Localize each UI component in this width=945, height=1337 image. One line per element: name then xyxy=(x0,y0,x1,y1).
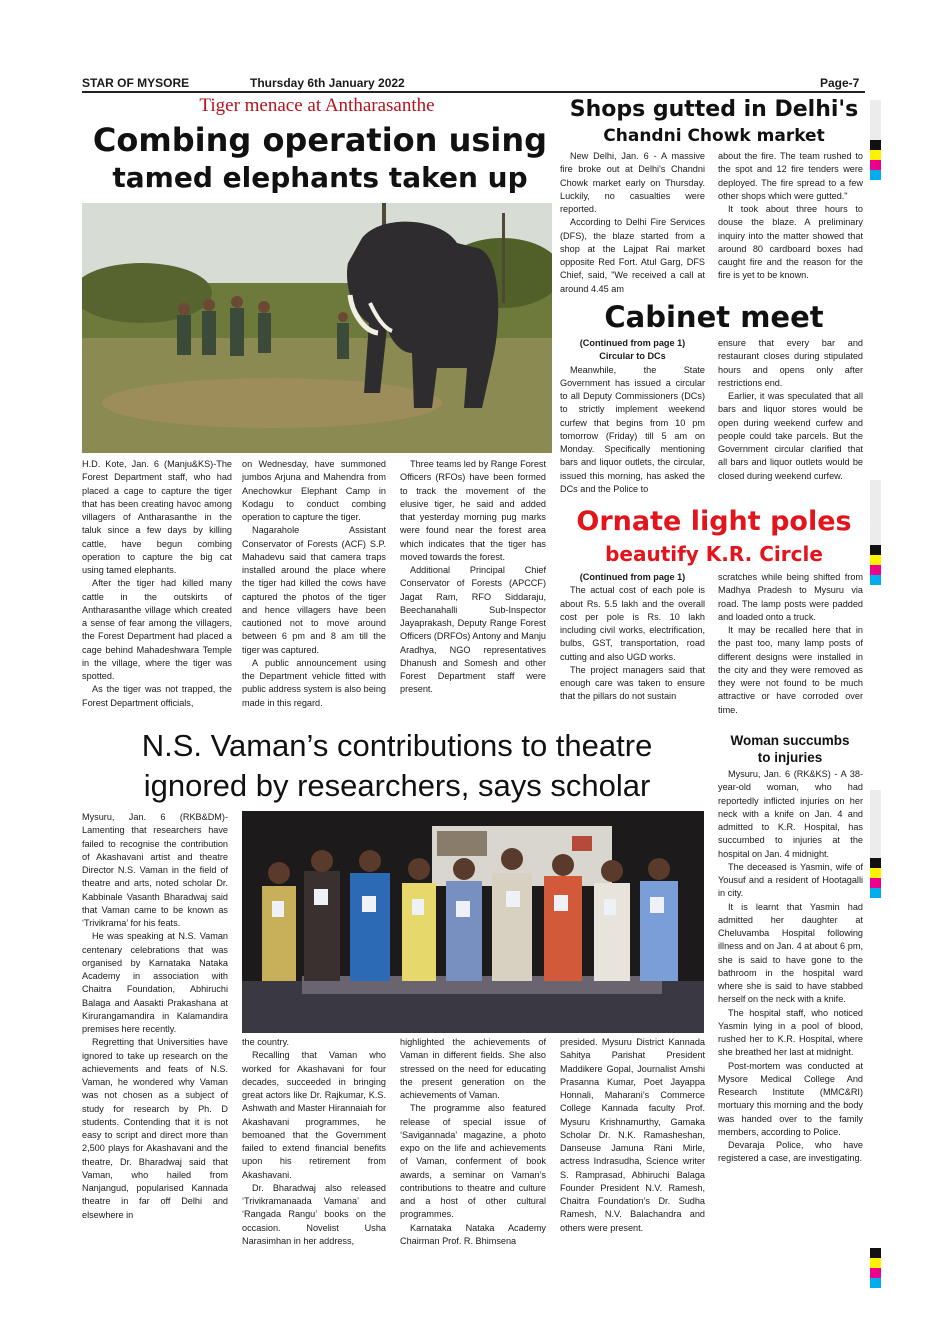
margin-bar xyxy=(870,480,881,545)
paragraph: The actual cost of each pole is about Rs. 5.5 lakh and the overall cost per pole is Rs. 10 lakh including civil works, electrification, bulbs, GST, transportation, road cutting and also UGD works. xyxy=(560,585,705,662)
ornate-column-2 xyxy=(718,571,863,729)
paragraph: It is learnt that Yasmin had admitted her daughter at Cheluvamba Hospital following illness and on Jan. 4 at about 6 pm, she is said to have gone to the bathroom in the hospital ward where she is said to have stabbed herself on the neck with a knife. xyxy=(718,901,863,1005)
paragraph: New Delhi, Jan. 6 - A massive fire broke out at Delhi's Chandni Chowk market early on Thursday. Luckily, no casualties were reported. xyxy=(560,151,705,214)
vaman-headline-line1: N.S. Vaman’s contributions to theatre xyxy=(141,728,653,763)
paragraph: on Wednesday, have summoned jumbos Arjuna and Mahendra from Anechowkur Elephant Camp in Kodagu to conduct combing operation to capture the tiger. xyxy=(242,459,386,522)
paragraph: Karnataka Nataka Academy Chairman Prof. R. Bhimsena xyxy=(400,1222,546,1246)
color-swatches xyxy=(870,545,881,585)
paragraph: Post-mortem was conducted at Mysore Medical College And Research Institute (MMC&RI) mortuary this morning and the body was handed over to the family members, according to Police. xyxy=(718,1060,863,1137)
paragraph: the country. xyxy=(242,1037,290,1047)
vaman-headline-line2: ignored by researchers, says scholar xyxy=(143,768,651,803)
paragraph: Additional Principal Chief Conservator of Forests (APCCF) Jagat Ram, RFO Siddaraju, Beechanahalli Sub-Inspector Jayaprakash, Deputy Range Forest Officers (DRFOs) Antony and Manju Aradhya, NGO representatives Dhanush and Somesh and other Forest Department staff were present. xyxy=(400,565,546,695)
paragraph: Devaraja Police, who have registered a case, are investigating. xyxy=(718,1140,863,1164)
tiger-column-3 xyxy=(400,458,546,730)
delhi-column-1 xyxy=(560,150,705,305)
color-swatches xyxy=(870,858,881,898)
color-swatches xyxy=(870,140,881,180)
cabinet-column-2 xyxy=(718,337,863,505)
vaman-event-photo-illustration xyxy=(242,811,704,1033)
paragraph: Mysuru, Jan. 6 (RKB&DM)-Lamenting that researchers have failed to recognise the contribution of Akashavani artist and theatre Director N.S. Vaman in the field of theatre and arts, noted scholar Dr. Kabbinale Vasanth Bharadwaj said that Vaman came to be known as ‘Trivikrama’ for his feats. xyxy=(82,812,228,928)
woman-headline-line2: to injuries xyxy=(757,750,823,765)
delhi-column-2 xyxy=(718,150,863,305)
paragraph: The programme also featured release of special issue of ‘Savigannada’ magazine, a photo expo on the life and achievements of Vaman, conferment of book awards, a seminar on Vaman’s contributions to theatre and culture and a host of other cultural programmes. xyxy=(400,1103,546,1220)
vaman-column-2 xyxy=(242,1036,386,1276)
paragraph: Earlier, it was speculated that all bars and liquor stores would be open during weekend curfew and people could take parcels. But the Government circular clarified that all bars and liquor outlets would be closed during weekend curfew. xyxy=(718,391,863,481)
paragraph: Regretting that Universities have ignored to take up research on the achievements and feats of N.S. Vaman, he wondered why Vaman was not chosen as a subject of study for research by Ph. D students. Contending that it is not easy to script and direct more than 2,500 plays for Akashavani and the theatre, Dr. Bharadwaj said that Vaman, who hailed from Nanjangud, popularised Kannada theatre in far off Delhi and elsewhere in xyxy=(82,1037,228,1220)
page-number: Page-7 xyxy=(820,76,860,90)
paragraph: As the tiger was not trapped, the Forest Department officials, xyxy=(82,684,232,708)
paragraph: Recalling that Vaman who worked for Akashavani for four decades, succeeded in bringing great actors like Dr. Rajkumar, K.S. Ashwath and Master Hirannaiah for Akashavani programmes, he bemoaned that the Government failed to extend financial benefits upon his retirement from Akashavani. xyxy=(242,1050,386,1180)
tiger-headline-line1: Combing operation using xyxy=(92,121,548,159)
cabinet-column-1 xyxy=(560,337,705,505)
vaman-column-3 xyxy=(400,1036,546,1276)
paper-name: STAR OF MYSORE xyxy=(82,76,190,90)
tiger-column-1 xyxy=(82,458,232,730)
delhi-headline-line2: Chandni Chowk market xyxy=(603,126,825,146)
tiger-column-2 xyxy=(242,458,386,730)
paragraph: Dr. Bharadwaj also released ‘Trivikramanaada Vamana’ and ‘Rangada Rangu’ books on the occasion. Novelist Usha Narasimhan in her address, xyxy=(242,1182,386,1246)
paragraph: A public announcement using the Department vehicle fitted with public address system is also being made in this regard. xyxy=(242,657,386,708)
paragraph: It may be recalled here that in the past too, many lamp posts of different designs were installed in the city and they were removed as they were not found to be much attractive or have corroded over time. xyxy=(718,625,863,715)
continued-note: (Continued from page 1) xyxy=(579,338,686,348)
paragraph: scratches while being shifted from Madhya Pradesh to Mysuru via road. The lamp posts were padded and loaded onto a truck. xyxy=(718,572,863,622)
paragraph: Meanwhile, the State Government has issued a circular to all Deputy Commissioners (DCs) to strictly implement weekend curfew that begins from 10 pm tomorrow (Friday) till 5 am on Monday. Specifically mentioning bars and liquor outlets, the circular, issued this morning, has asked the DCs and the Police to xyxy=(560,364,705,494)
tiger-kicker: Tiger menace at Antharasanthe xyxy=(199,95,435,116)
paragraph: H.D. Kote, Jan. 6 (Manju&KS)-The Forest Department staff, who had placed a cage to capture the tiger that has been creating havoc among villagers of Antharasanthe in the taluk since a few days by killing cattle, have begun combing operation to capture the big cat using tamed elephants. xyxy=(82,459,232,575)
margin-bar xyxy=(870,100,881,140)
woman-column xyxy=(718,768,863,1268)
masthead-rule xyxy=(82,91,865,93)
ornate-headline-line1: Ornate light poles xyxy=(576,506,852,537)
cabinet-headline: Cabinet meet xyxy=(604,300,824,334)
continued-note: (Continued from page 1) xyxy=(579,572,686,582)
vaman-event-photo xyxy=(242,811,704,1033)
paragraph: After the tiger had killed many cattle in the outskirts of Antharasanthe village which created a sense of fear among the villagers, the Forest Department had placed a cage behind Mahadeshwara Temple in the village, where the tiger was spotted. xyxy=(82,578,232,681)
paragraph: He was speaking at N.S. Vaman centenary celebrations that was organised by Karnataka Nataka Academy in association with Chaitra Foundation, Abhiruchi Balaga and Aasakti Prakashana at Kirurangamandira in Kalamandira premises here recently. xyxy=(82,931,228,1034)
paragraph: Mysuru, Jan. 6 (RK&KS) - A 38-year-old woman, who had reportedly inflicted injuries on her neck with a knife on Jan. 4 and admitted to K.R. Hospital, has succumbed to injuries at the hospital on Jan. 4 midnight. xyxy=(718,769,863,859)
paragraph: ensure that every bar and restaurant closes during stipulated hours and opens only after restrictions end. xyxy=(718,338,863,388)
margin-bar xyxy=(870,790,881,858)
paragraph: Three teams led by Range Forest Officers (RFOs) have been formed to track the movement of the elusive tiger, he said and added that yesterday morning pug marks were found near the forest area which indicates that the tiger has moved towards the forest. xyxy=(400,459,546,562)
paragraph: The deceased is Yasmin, wife of Yousuf and a resident of Hootagalli in city. xyxy=(718,861,863,899)
cabinet-subhead: Circular to DCs xyxy=(599,351,666,362)
paragraph: The hospital staff, who noticed Yasmin lying in a pool of blood, rushed her to K.R. Hospital, where she breathed her last at midnight. xyxy=(718,1007,863,1058)
paragraph: It took about three hours to douse the blaze. A preliminary inquiry into the matter showed that around 80 cardboard boxes had caught fire and the reason for the fire is yet to be known. xyxy=(718,204,863,281)
elephant-photo-illustration xyxy=(82,203,552,453)
paragraph: highlighted the achievements of Vaman in different fields. She also stressed on the need for educating the present generation on the achievements of Vaman. xyxy=(400,1037,546,1100)
vaman-column-4 xyxy=(560,1036,705,1276)
issue-date: Thursday 6th January 2022 xyxy=(250,76,405,90)
paragraph: presided. Mysuru District Kannada Sahitya Parishat President Maddikere Gopal, Journalist Amshi Prasanna Kumar, Poet Jayappa Honnali, Maharani’s Commerce College Kannada faculty Prof. Mysuru Krishnamurthy, Gamaka Scholar Dr. N.K. Ramasheshan, Danseuse Jamuna Rani Mirle, actress Indrasudha, Science writer S. Ramprasad, Abhiruchi Balaga Founder President N.V. Ramesh, Chaitra Foundation’s Dr. Sudha Ramesh, N.V. Balachandra and others were present. xyxy=(560,1037,705,1233)
woman-headline-line1: Woman succumbs xyxy=(730,733,850,748)
elephant-photo xyxy=(82,203,552,453)
paragraph: The project managers said that enough care was taken to ensure that the pillars do not sustain xyxy=(560,664,705,702)
vaman-column-1 xyxy=(82,811,228,1276)
ornate-column-1 xyxy=(560,571,705,729)
ornate-headline-line2: beautify K.R. Circle xyxy=(605,542,823,566)
tiger-headline-line2: tamed elephants taken up xyxy=(112,161,528,194)
paragraph: According to Delhi Fire Services (DFS), the blaze started from a shop at the Lajpat Rai market opposite Red Fort. Atul Garg, DFS Chief, said, "We received a call at around 4.45 am xyxy=(560,217,705,294)
paragraph: Nagarahole Assistant Conservator of Forests (ACF) S.P. Mahadevu said that camera traps installed around the place where the tiger had killed the cows have captured the photos of the tiger and hence villagers have been cautioned not to move around between 6 pm and 8 am till the tiger was captured. xyxy=(242,525,386,655)
paragraph: about the fire. The team rushed to the spot and 12 fire tenders were deployed. The fire spread to a few other shops which were gutted." xyxy=(718,151,863,201)
delhi-headline-line1: Shops gutted in Delhi's xyxy=(569,97,859,122)
color-swatches xyxy=(870,1248,881,1288)
